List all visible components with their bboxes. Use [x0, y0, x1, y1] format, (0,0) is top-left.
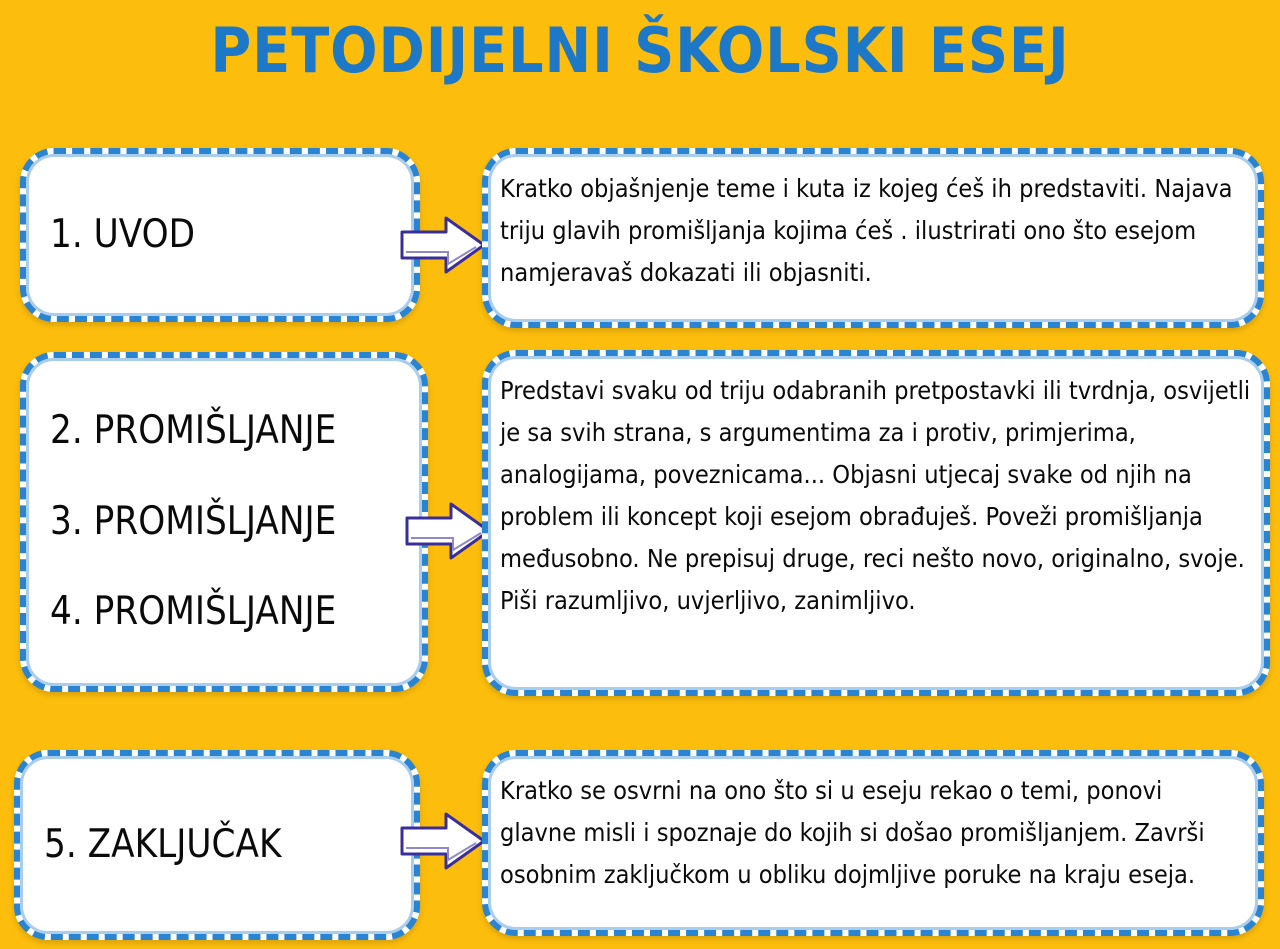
uvod-label-box — [20, 148, 420, 322]
promisljanje-description: Predstavi svaku od triju odabranih pretpostavki ili tvrdnja, osvijetli je sa svih strana, s argumentima za i protiv, primjerima, analogijama, poveznicama... Objasni utjecaj svake od njih na problem ili koncept koji esejom obrađuješ. Poveži promišljanja međusobno. Ne prepisuj druge, reci nešto novo, originalno, svoje. Piši razumljivo, uvjerljivo, zanimljivo. — [500, 376, 1251, 615]
zakljucak-label: 5. ZAKLJUČAK — [44, 821, 282, 867]
promisljanje-label-box — [20, 352, 428, 692]
zakljucak-label-box — [14, 750, 420, 940]
uvod-description-box — [482, 148, 1264, 328]
zakljucak-description-box — [482, 750, 1264, 936]
arrow-right-icon — [403, 498, 493, 564]
promisljanje-4-label: 4. PROMIŠLJANJE — [50, 589, 337, 635]
uvod-description: Kratko objašnjenje teme i kuta iz kojeg ćeš ih predstaviti. Najava triju glavih promišljanja kojima ćeš . ilustrirati ono što esejom namjeravaš dokazati ili objasniti. — [500, 174, 1233, 287]
zakljucak-description: Kratko se osvrni na ono što si u eseju rekao o temi, ponovi glavne misli i spoznaje do kojih si došao promišljanjem. Završi osobnim zaključkom u obliku dojmljive poruke na kraju eseja. — [500, 776, 1205, 889]
arrow-right-icon — [398, 212, 488, 278]
promisljanje-2-label: 2. PROMIŠLJANJE — [50, 407, 337, 453]
arrow-right-icon — [398, 808, 488, 874]
promisljanje-description-box — [482, 350, 1270, 696]
promisljanje-3-label: 3. PROMIŠLJANJE — [50, 498, 337, 544]
uvod-label: 1. UVOD — [50, 211, 196, 257]
page-title: PETODIJELNI ŠKOLSKI ESEJ — [210, 14, 1070, 87]
